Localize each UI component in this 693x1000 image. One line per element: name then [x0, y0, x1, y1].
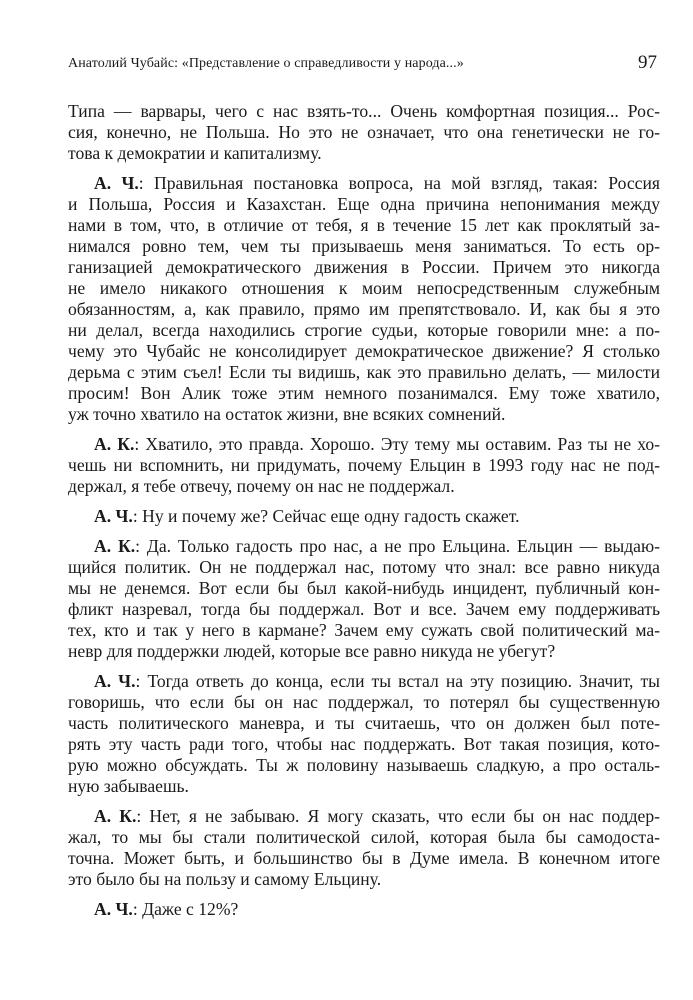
- speaker-label: А. К.: [94, 536, 136, 556]
- text-line: [68, 827, 660, 848]
- line-text: не имело никакого отношения к моим непосредственным служебным: [68, 278, 660, 298]
- text-line: [68, 692, 660, 713]
- page-number: 97: [638, 52, 657, 73]
- line-text: держал, я тебе отвечу, почему он нас не поддержал.: [68, 476, 455, 496]
- line-text: говоришь, что если бы он нас поддержал, то потерял бы существенную: [68, 692, 660, 712]
- text-line: [68, 362, 660, 383]
- text-line: [68, 299, 660, 320]
- text-line: [68, 806, 660, 827]
- line-text: жал, то мы бы стали политической силой, которая была бы самодоста-: [68, 827, 660, 847]
- text-line: [68, 620, 660, 641]
- line-text: тех, кто и так у него в кармане? Зачем ему сужать свой политический ма-: [68, 620, 660, 640]
- text-line: [68, 173, 660, 194]
- text-line: [68, 476, 660, 497]
- line-text: това к демократии и капитализму.: [68, 143, 322, 163]
- line-text: точна. Может быть, и большинство бы в Думе имела. В конечном итоге: [68, 848, 660, 868]
- line-text: ни делал, всегда находились строгие судьи, которые говорили мне: а по-: [68, 320, 660, 340]
- line-text: рять эту часть ради того, чтобы нас поддержать. Вот такая позиция, кото-: [68, 734, 660, 754]
- text-line: [68, 404, 660, 425]
- line-text: и Польша, Россия и Казахстан. Еще одна причина непонимания между: [68, 194, 660, 214]
- text-line: [68, 776, 660, 797]
- text-line: [68, 236, 660, 257]
- text-line: [68, 713, 660, 734]
- line-text: ную забываешь.: [68, 776, 189, 796]
- text-line: [68, 101, 660, 122]
- page-header: [68, 52, 657, 76]
- paragraph: [68, 101, 660, 164]
- line-text: нимался ровно тем, чем ты призываешь меня заниматься. То есть ор-: [68, 236, 660, 256]
- text-line: [68, 455, 660, 476]
- speaker-label: А. Ч.: [94, 506, 133, 526]
- line-text: нами в том, что, в отличие от тебя, я в течение 15 лет как проклятый за-: [68, 215, 660, 235]
- line-text: фликт назревал, тогда бы поддержал. Вот и все. Зачем ему поддерживать: [68, 599, 660, 619]
- line-text: часть политического маневра, и ты считаешь, что он должен был поте-: [68, 713, 660, 733]
- line-text: обязанностям, а, как правило, прямо им препятствовало. И, как бы я это: [68, 299, 660, 319]
- dialogue-paragraph: [68, 173, 660, 425]
- line-text: Типа — варвары, чего с нас взять-то... Очень комфортная позиция... Рос-: [68, 101, 660, 121]
- dialogue-paragraph: [68, 536, 660, 662]
- speaker-label: А. К.: [94, 434, 135, 454]
- text-line: [68, 194, 660, 215]
- line-text: мы не денемся. Вот если бы был какой-нибудь инцидент, публичный кон-: [68, 578, 660, 598]
- text-line: [68, 641, 660, 662]
- line-text: сия, конечно, не Польша. Но это не означает, что она генетически не го-: [68, 122, 660, 142]
- speaker-label: А. Ч.: [94, 671, 136, 691]
- text-line: [68, 578, 660, 599]
- line-text: : Да. Только гадость про нас, а не про Ельцина. Ельцин — выдаю-: [135, 536, 660, 556]
- line-text: : Ну и почему же? Сейчас еще одну гадость скажет.: [132, 506, 520, 526]
- text-line: [68, 599, 660, 620]
- text-line: [68, 383, 660, 404]
- line-text: : Тогда ответь до конца, если ты встал на эту позицию. Значит, ты: [135, 671, 660, 691]
- text-line: [68, 869, 660, 890]
- line-text: просим! Вон Алик тоже этим немного позанимался. Ему тоже хватило,: [68, 383, 660, 403]
- line-text: дерьма с этим съел! Если ты видишь, как это правильно делать, — милости: [68, 362, 660, 382]
- speaker-label: А. К.: [94, 806, 137, 826]
- line-text: ганизацией демократического движения в России. Причем это никогда: [68, 257, 660, 277]
- text-line: [68, 278, 660, 299]
- page-body: [68, 101, 660, 929]
- speaker-label: А. Ч.: [94, 173, 139, 193]
- text-line: [68, 755, 660, 776]
- text-line: [68, 215, 660, 236]
- line-text: : Даже с 12%?: [132, 899, 239, 919]
- line-text: : Нет, я не забываю. Я могу сказать, что если бы он нас поддер-: [136, 806, 660, 826]
- dialogue-paragraph: [68, 506, 660, 527]
- dialogue-paragraph: [68, 899, 660, 920]
- text-line: [68, 506, 660, 527]
- line-text: щийся политик. Он не поддержал нас, потому что знал: все равно никуда: [68, 557, 660, 577]
- line-text: : Хватило, это правда. Хорошо. Эту тему мы оставим. Раз ты не хо-: [134, 434, 660, 454]
- text-line: [68, 536, 660, 557]
- text-line: [68, 257, 660, 278]
- text-line: [68, 557, 660, 578]
- text-line: [68, 671, 660, 692]
- line-text: уж точно хватило на остаток жизни, вне всяких сомнений.: [68, 404, 506, 424]
- line-text: рую можно обсуждать. Ты ж половину называешь сладкую, а про осталь-: [68, 755, 660, 775]
- line-text: чему это Чубайс не консолидирует демократическое движение? Я столько: [68, 341, 660, 361]
- text-line: [68, 734, 660, 755]
- text-line: [68, 848, 660, 869]
- dialogue-paragraph: [68, 806, 660, 890]
- text-line: [68, 341, 660, 362]
- dialogue-paragraph: [68, 671, 660, 797]
- text-line: [68, 122, 660, 143]
- line-text: : Правильная постановка вопроса, на мой взгляд, такая: Россия: [138, 173, 660, 193]
- speaker-label: А. Ч.: [94, 899, 133, 919]
- text-line: [68, 434, 660, 455]
- text-line: [68, 143, 660, 164]
- text-line: [68, 899, 660, 920]
- line-text: это было бы на пользу и самому Ельцину.: [68, 869, 382, 889]
- dialogue-paragraph: [68, 434, 660, 497]
- line-text: невр для поддержки людей, которые все равно никуда не убегут?: [68, 641, 556, 661]
- running-title: Анатолий Чубайс: «Представление о справедливости у народа...»: [68, 56, 464, 71]
- text-line: [68, 320, 660, 341]
- line-text: чешь ни вспомнить, ни придумать, почему Ельцин в 1993 году нас не под-: [68, 455, 660, 475]
